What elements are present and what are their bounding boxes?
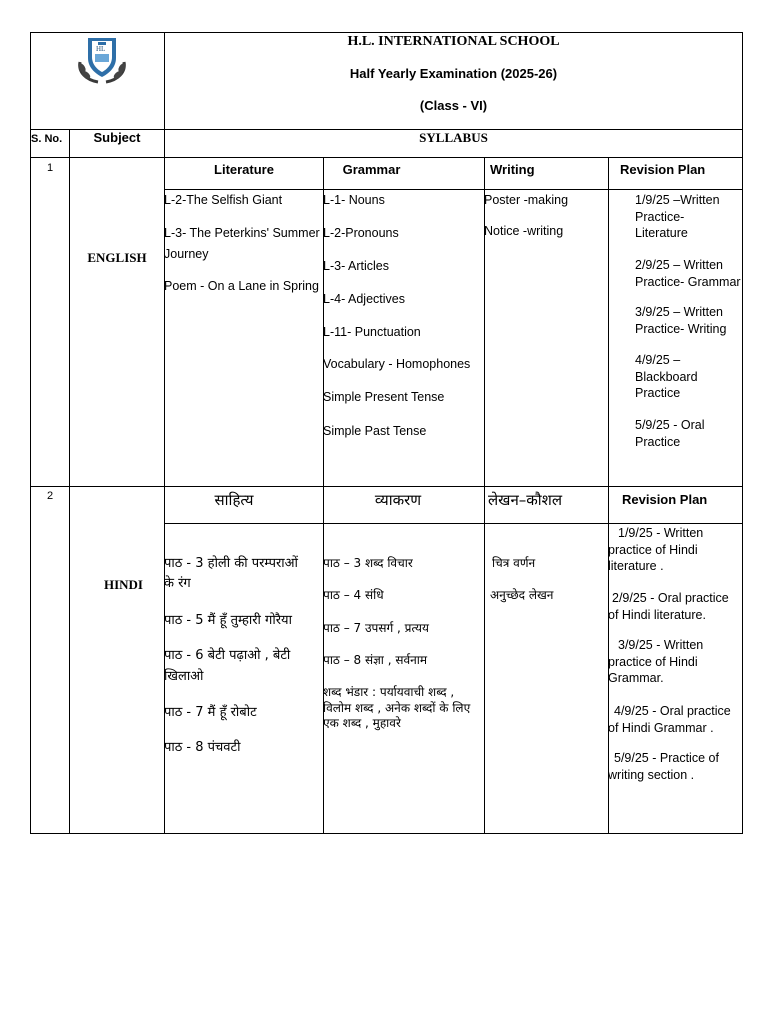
english-writing-item: Notice -writing	[484, 224, 564, 238]
syllabus-header: SYLLABUS	[419, 130, 488, 145]
row-number: 1	[46, 162, 54, 174]
hindi-grammar-item: पाठ – 7 उपसर्ग , प्रत्यय	[323, 621, 429, 635]
english-grammar-item: L-3- Articles	[323, 259, 389, 273]
hindi-revision-item: 2/9/25 - Oral practice of Hindi literature.	[608, 591, 729, 622]
english-revision-item: 1/9/25 –Written Practice- Literature	[635, 193, 720, 240]
hindi-grammar-header: व्याकरण	[374, 491, 422, 509]
rule	[69, 129, 70, 834]
hindi-literature-item: पाठ - 5 मैं हूँ तुम्हारी गोरैया	[164, 613, 292, 628]
rule	[30, 157, 743, 158]
school-logo	[74, 32, 130, 86]
english-revision-item: 3/9/25 – Written Practice- Writing	[635, 305, 727, 336]
rule	[30, 32, 743, 33]
hindi-revision-header: Revision Plan	[622, 492, 708, 507]
rule	[30, 833, 743, 834]
hindi-literature-item: पाठ - 8 पंचवटी	[164, 740, 241, 755]
english-literature-item: Journey	[164, 247, 209, 261]
hindi-literature-item: पाठ - 3 होली की परम्पराओं	[164, 556, 298, 571]
english-revision-item: 5/9/25 - Oral Practice	[635, 418, 705, 449]
hindi-grammar-vocab: शब्द भंडार : पर्यायवाची शब्द , विलोम शब्द , अनेक शब्दों के लिए एक शब्द , मुहावरे	[323, 685, 471, 730]
english-grammar-item: Simple Present Tense	[323, 390, 445, 404]
hindi-literature-item: खिलाओ	[164, 669, 204, 684]
hindi-writing-header: लेखन–कौशल	[488, 491, 563, 509]
hindi-literature-item: पाठ - 6 बेटी पढ़ाओ , बेटी	[164, 648, 291, 663]
rule	[484, 157, 485, 834]
hindi-writing-item: चित्र वर्णन	[492, 556, 536, 570]
hindi-revision-item: 1/9/25 - Written practice of Hindi literature .	[608, 526, 704, 573]
english-writing-item: Poster -making	[484, 193, 569, 207]
english-grammar-item: L-4- Adjectives	[323, 292, 405, 306]
rule	[30, 486, 743, 487]
english-grammar-header: Grammar	[342, 162, 401, 177]
hindi-revision-item: 4/9/25 - Oral practice of Hindi Grammar .	[608, 704, 731, 735]
english-revision-item: 4/9/25 – Blackboard Practice	[635, 353, 698, 400]
english-literature-item: Poem - On a Lane in Spring	[164, 279, 319, 293]
hindi-revision-item: 3/9/25 - Written practice of Hindi Grammar.	[608, 638, 704, 685]
school-crest-icon	[74, 32, 130, 86]
class-label: (Class - VI)	[419, 98, 488, 113]
hindi-literature-item: के रंग	[164, 576, 191, 591]
english-grammar-item: Vocabulary - Homophones	[323, 357, 471, 371]
hindi-literature-item: पाठ - 7 मैं हूँ रोबोट	[164, 705, 257, 720]
english-grammar-item: L-11- Punctuation	[323, 325, 421, 339]
rule	[164, 523, 743, 524]
english-revision-header: Revision Plan	[620, 162, 706, 177]
logo-initials: HL	[96, 45, 106, 53]
english-literature-header: Literature	[214, 162, 274, 177]
hindi-grammar-item: पाठ – 3 शब्द विचार	[323, 556, 413, 570]
hindi-grammar-item: पाठ – 4 संधि	[323, 588, 384, 602]
rule	[30, 32, 31, 834]
school-name: H.L. INTERNATIONAL SCHOOL	[347, 34, 560, 49]
english-grammar-item: Simple Past Tense	[323, 424, 427, 438]
english-grammar-item: L-2-Pronouns	[323, 226, 399, 240]
rule	[164, 189, 743, 190]
row-number: 2	[46, 490, 54, 502]
english-grammar-item: L-1- Nouns	[323, 193, 385, 207]
english-revision-item: 2/9/25 – Written Practice- Grammar	[635, 258, 741, 289]
subject-hindi: HINDI	[103, 577, 143, 592]
hindi-revision-item: 5/9/25 - Practice of writing section .	[608, 751, 719, 782]
hindi-literature-header: साहित्य	[214, 491, 254, 509]
sno-header: S. No.	[31, 133, 63, 145]
hindi-grammar-item: पाठ – 8 संज्ञा , सर्वनाम	[323, 653, 428, 667]
english-literature-item: L-2-The Selfish Giant	[164, 193, 283, 207]
english-writing-header: Writing	[490, 162, 535, 177]
subject-english: ENGLISH	[87, 250, 147, 265]
rule	[742, 32, 743, 834]
hindi-writing-item: अनुच्छेद लेखन	[490, 588, 554, 602]
english-literature-item: L-3- The Peterkins' Summer	[164, 226, 320, 240]
exam-title: Half Yearly Examination (2025-26)	[349, 66, 558, 81]
subject-header: Subject	[93, 130, 141, 145]
